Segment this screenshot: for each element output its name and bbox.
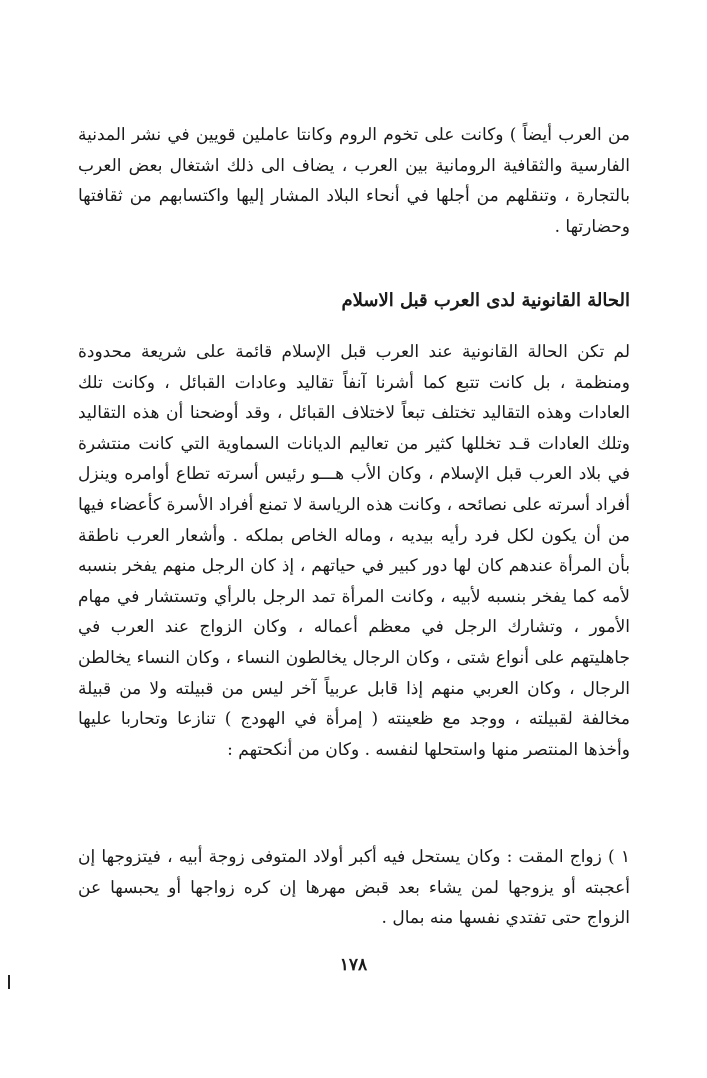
paragraph-legal-status: لم تكن الحالة القانونية عند العرب قبل الإسلام قائمة على شريعة محدودة ومنظمة ، بل كانت تتبع كما أشرنا آنفاً تقاليد وعادات القبائل ، وكانت تلك العادات وهذه التقاليد تختلف تبعاً لاختلاف القبائل ، وقد أوضحنا أن هذه التقاليد وتلك العادات قـد تخللها كثير من تعاليم الديانات السماوية التي كانت منتشرة في بلاد العرب قبل الإسلام ، وكان الأب هـــو رئيس أسرته تطاع أوامره وينزل أفراد أسرته على نصائحه ، وكانت هذه الرياسة لا تمنع أفراد الأسرة كأعضاء فيها من أن يكون لكل فرد رأيه بيديه ، وماله الخاص بملكه . وأشعار العرب ناطقة بأن المرأة عندهم كان لها دور كبير في حياتهم ، إذ كان الرجل منهم يفخر بنسبه لأمه كما يفخر بنسبه لأبيه ، وكانت المرأة تمد الرجل بالرأي وتستشار في مهام الأمور ، وتشارك الرجل في معظم أعماله ، وكان الزواج عند العرب في جاهليتهم على أنواع شتى ، وكان الرجال يخالطون النساء ، وكان النساء يخالطن الرجال ، وكان العربي منهم إذا قابل عربياً آخر ليس من قبيلته ولا من قبيلة مخالفة لقبيلته ، ووجد مع ظعينته ( إمرأة في الهودج ) تنازعا وتحاربا عليها وأخذها المنتصر منها واستحلها لنفسه . وكان من أنكحتهم : xyxy=(78,342,630,760)
paragraph-intro: من العرب أيضاً ) وكانت على تخوم الروم وكانتا عاملين قويين في نشر المدنية الفارسية والثقافية الرومانية بين العرب ، يضاف الى ذلك اشتغال بعض العرب بالتجارة ، وتنقلهم من أجلها في أنحاء البلاد المشار إليها واكتسابهم من ثقافتها وحضارتها . xyxy=(78,125,630,237)
page-number: ١٧٨ xyxy=(339,955,368,975)
paragraph-marriage-type-1: ١ ) زواج المقت : وكان يستحل فيه أكبر أولاد المتوفى زوجة أبيه ، فيتزوجها إن أعجبته أو يزوجها لمن يشاء بعد قبض مهرها إن كره زواجها أو يحبسها عن الزواج حتى تفتدي نفسها منه بمال . xyxy=(78,847,630,929)
scan-edge-mark xyxy=(8,975,10,989)
section-heading: الحالة القانونية لدى العرب قبل الاسلام xyxy=(341,290,630,311)
